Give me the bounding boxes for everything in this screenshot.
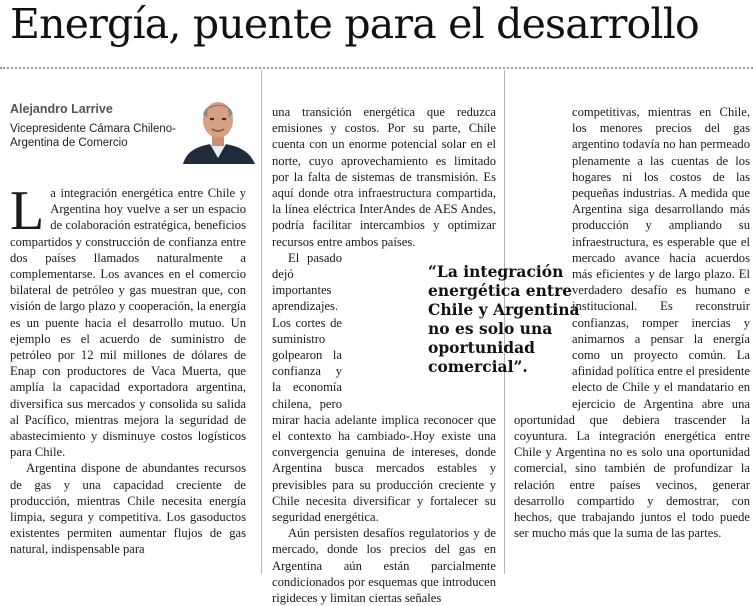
paragraph: Aún persisten desafíos regulatorios y de mercado, donde los precios del gas en Argentina aún están parcialmente condicionados por esquemas que introducen rigideces y limitan ciertas señales (272, 526, 496, 606)
headline: Energía, puente para el desarrollo (10, 0, 699, 48)
article-column-1 (10, 180, 246, 558)
author-title: Vicepresidente Cámara Chileno-Argentina de Comercio (10, 123, 176, 149)
paragraph: Argentina dispone de abundantes recursos de gas y una capacidad creciente de producción, mientras Chile necesita energía limpia, segura y competitiva. Los gasoductos existentes permiten aumentar flujos de gas natural, indispensable para (10, 461, 246, 557)
paragraph-text: competitivas, mientras en Chile, los menores precios del gas argentino todavía no han permeado plenamente a las cuentas de los hogares ni los costos de las pequeñas industrias. A medida que Argentina siga desarrollando más producción y ampliando su infraestructura, es esperable que el mercado avance hacia acuerdos más eficientes y de largo plazo. El verdadero desafío es humano e institucional. Es reconstruir confianzas, romper inercias y animarnos a pensar la energía como un proyecto común. La afinidad política entre el presidente electo de Chile y el mandatario en ejercicio de Argentina abre una oportunidad que debiera trascender la coyuntura. La integración energética entre Chile y Argentina no es solo una oportunidad comercial, sino también de profundizar la relación entre países vecinos, generar desarrollo compartido y demostrar, con hechos, que trabajando juntos el todo puede ser mucho más que la suma de las partes. (514, 105, 750, 541)
author-name: Alejandro Larrive (10, 102, 113, 116)
headline-divider (0, 67, 753, 69)
pull-quote: “La integración energética entre Chile y Argentina no es solo una oportunidad comercial”. (428, 262, 580, 376)
paragraph-text: El pasado dejó importantes aprendizajes. Los cortes de suministro golpearon la confianza y la economía chilena, pero mirar hacia adelante implica reconocer que el contexto ha cambiado-.Hoy existe una convergencia genuina de intereses, donde Argentina busca mercados estables y previsibles para su producción creciente y Chile necesita diversificar y fortalecer su seguridad energética. (272, 250, 496, 525)
author-photo (177, 96, 259, 164)
paragraph-text: a integración energética entre Chile y Argentina hoy vuelve a ser un espacio de colaboración estratégica, beneficios compartidos y construcción de confianza entre dos países llamados naturalmente a complementarse. Los avances en el comercio bilateral de petróleo y gas muestran que, con visión de largo plazo y cooperación, la energía es un puente hacia el desarrollo mutuo. Un ejemplo es el acuerdo de suministro de petróleo por 12 mil millones de dólares de Enap con productores de Vaca Muerta, que amplía la capacidad exportadora argentina, diversifica sus mercados y consolida su salida al Pacífico, mientras mejora la seguridad de abastecimiento y disminuye costos logísticos para Chile. (10, 186, 246, 460)
drop-cap: L (10, 180, 45, 242)
paragraph: una transición energética que reduzca emisiones y costos. Por su parte, Chile cuenta con un enorme potencial solar en el norte, cuyo aprovechamiento es limitado por la falta de sistemas de transmisión. Es aquí donde otra infraestructura compartida, la línea eléctrica InterAndes de AES Andes, podría facilitar intercambios y optimizar recursos entre ambos países. (272, 105, 496, 249)
column-divider-1 (261, 70, 262, 574)
paragraph (10, 180, 246, 460)
